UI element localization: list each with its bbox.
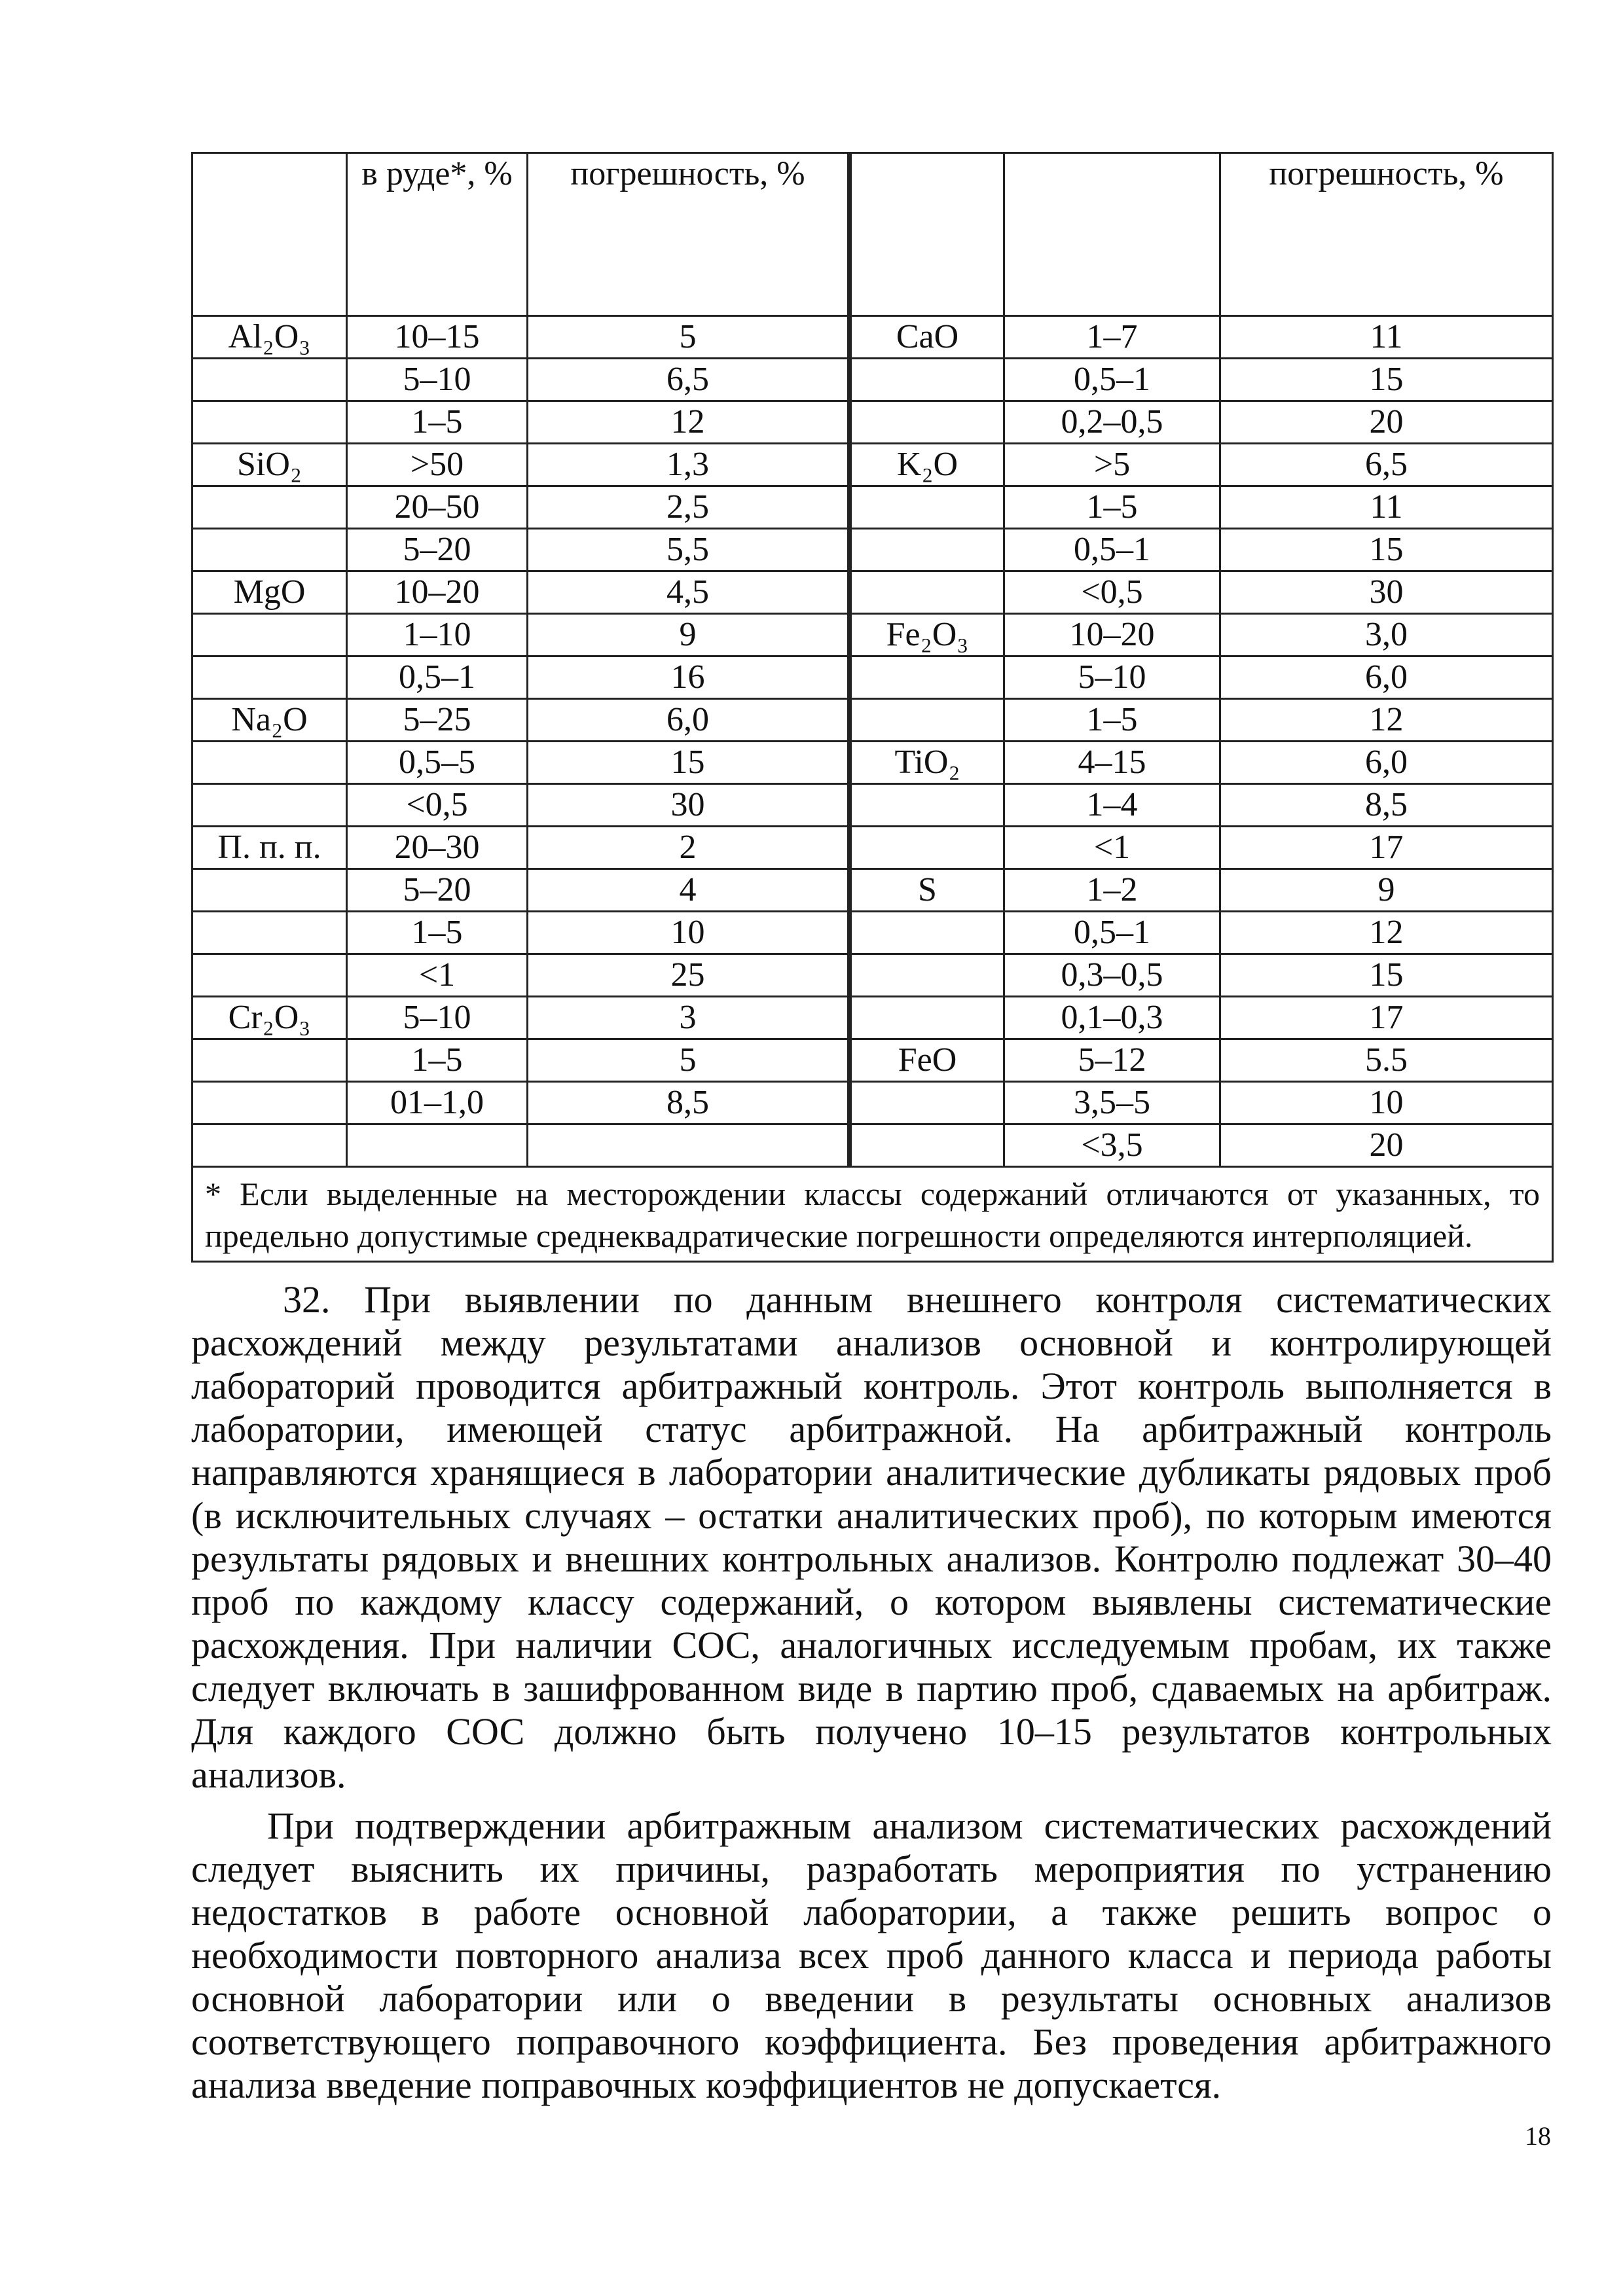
component-cell [850,997,1004,1039]
range-cell: 20–50 [347,486,528,529]
component-cell [850,401,1004,444]
table-row [192,997,1553,1039]
error-cell: 1,3 [528,444,850,486]
error-cell: 6,5 [1220,444,1553,486]
range-cell: 5–20 [347,529,528,571]
range-cell: 1–4 [1004,784,1220,827]
error-cell: 8,5 [528,1082,850,1124]
component-cell [850,1124,1004,1167]
range-cell: 0,2–0,5 [1004,401,1220,444]
range-cell: 20–30 [347,827,528,869]
component-cell: Al₂O₃ [192,316,347,359]
component-cell: FeO [850,1039,1004,1082]
component-cell [192,359,347,401]
range-cell: 0,5–1 [1004,529,1220,571]
range-cell: 0,3–0,5 [1004,954,1220,997]
error-cell: 12 [1220,912,1553,954]
component-cell [850,571,1004,614]
component-cell [192,529,347,571]
range-cell: 1–10 [347,614,528,656]
header-cell: погрешность, % [528,153,850,316]
error-cell: 6,5 [528,359,850,401]
error-cell: 12 [1220,699,1553,742]
component-cell: П. п. п. [192,827,347,869]
component-cell: SiO₂ [192,444,347,486]
error-cell: 5,5 [528,529,850,571]
error-cell: 16 [528,656,850,699]
error-cell: 4 [528,869,850,912]
range-cell: 1–7 [1004,316,1220,359]
table-row [192,954,1553,997]
range-cell: 0,5–5 [347,742,528,784]
component-cell [850,529,1004,571]
error-cell: 2 [528,827,850,869]
error-cell: 17 [1220,997,1553,1039]
table-row [192,571,1553,614]
error-cell: 9 [528,614,850,656]
error-cell: 30 [1220,571,1553,614]
error-cell: 25 [528,954,850,997]
header-cell [1004,153,1220,316]
error-cell: 20 [1220,1124,1553,1167]
range-cell: >50 [347,444,528,486]
range-cell: 1–5 [1004,486,1220,529]
paragraph-arbitration-result: При подтверждении арбитражным анализом систематических расхождений следует выяснить их причины, разработать мероприятия по устранению недостатков в работе основной лаборатории, а также решить вопрос о необходимости повторного анализа всех проб данного класса и периода работы основной лаборатории или о введении в результаты основных анализов соответствующего поправочного коэффициента. Без проведения арбитражного анализа введение поправочных коэффициентов не допускается. [191,1804,1552,2106]
error-cell: 3,0 [1220,614,1553,656]
range-cell: >5 [1004,444,1220,486]
header-cell [192,153,347,316]
error-cell: 15 [528,742,850,784]
range-cell: 1–5 [1004,699,1220,742]
error-cell: 8,5 [1220,784,1553,827]
error-cell: 2,5 [528,486,850,529]
error-cell: 9 [1220,869,1553,912]
error-cell: 6,0 [1220,656,1553,699]
component-cell [850,699,1004,742]
table-row [192,444,1553,486]
range-cell: <1 [347,954,528,997]
table-row [192,699,1553,742]
table-row [192,486,1553,529]
table-footnote: * Если выделенные на месторождении классы содержаний отличаются от указанных, то предельно допустимые среднеквадратические погрешности определяются интерполяцией. [192,1167,1553,1262]
component-cell: S [850,869,1004,912]
range-cell: 1–2 [1004,869,1220,912]
table-row [192,656,1553,699]
document-page [191,152,1552,2107]
range-cell: <0,5 [347,784,528,827]
range-cell [347,1124,528,1167]
component-cell [850,954,1004,997]
range-cell: 5–10 [347,359,528,401]
table-row [192,529,1553,571]
error-cell: 12 [528,401,850,444]
table-header-row [192,153,1553,316]
table-row [192,742,1553,784]
range-cell: <3,5 [1004,1124,1220,1167]
paragraph-32: 32. При выявлении по данным внешнего контроля систематических расхождений между результатами анализов основной и контролирующей лабораторий проводится арбитражный контроль. Этот контроль выполняется в лаборатории, имеющей статус арбитражной. На арбитражный контроль направляются хранящиеся в лаборатории аналитические дубликаты рядовых проб (в исключительных случаях – остатки аналитических проб), по которым имеются результаты рядовых и внешних контрольных анализов. Контролю подлежат 30–40 проб по каждому классу содержаний, о котором выявлены систематические расхождения. При наличии СОС, аналогичных исследуемым пробам, их также следует включать в зашифрованном виде в партию проб, сдаваемых на арбитраж. Для каждого СОС должно быть получено 10–15 результатов контрольных анализов. [191,1278,1552,1796]
range-cell: 0,5–1 [1004,359,1220,401]
component-cell [192,1082,347,1124]
error-cell: 15 [1220,954,1553,997]
component-cell [850,656,1004,699]
range-cell: 3,5–5 [1004,1082,1220,1124]
component-cell [192,869,347,912]
footnote-row [192,1167,1553,1262]
range-cell: 1–5 [347,912,528,954]
error-cell: 5.5 [1220,1039,1553,1082]
component-cell [850,486,1004,529]
component-cell [192,486,347,529]
error-cell: 11 [1220,316,1553,359]
error-cell: 15 [1220,529,1553,571]
component-cell [192,614,347,656]
component-cell: CaO [850,316,1004,359]
error-cell: 11 [1220,486,1553,529]
component-cell [192,1039,347,1082]
component-cell: TiO₂ [850,742,1004,784]
component-cell: Fe₂O₃ [850,614,1004,656]
component-cell [192,742,347,784]
table-row [192,401,1553,444]
error-cell: 20 [1220,401,1553,444]
table-row [192,359,1553,401]
component-cell [192,1124,347,1167]
range-cell: 5–12 [1004,1039,1220,1082]
table-row [192,827,1553,869]
component-cell [850,1082,1004,1124]
error-tolerance-table [191,152,1554,1263]
table-row [192,912,1553,954]
range-cell: <0,5 [1004,571,1220,614]
table-row [192,614,1553,656]
range-cell: <1 [1004,827,1220,869]
range-cell: 0,5–1 [1004,912,1220,954]
component-cell [850,827,1004,869]
table-row [192,869,1553,912]
error-cell: 5 [528,1039,850,1082]
range-cell: 1–5 [347,401,528,444]
range-cell: 5–10 [347,997,528,1039]
error-cell: 4,5 [528,571,850,614]
error-cell [528,1124,850,1167]
range-cell: 0,5–1 [347,656,528,699]
error-cell: 10 [528,912,850,954]
component-cell [850,784,1004,827]
table-row [192,1039,1553,1082]
error-cell: 6,0 [1220,742,1553,784]
error-cell: 30 [528,784,850,827]
table-row [192,784,1553,827]
component-cell [192,954,347,997]
component-cell [850,912,1004,954]
error-cell: 15 [1220,359,1553,401]
component-cell [192,401,347,444]
range-cell: 5–10 [1004,656,1220,699]
range-cell: 01–1,0 [347,1082,528,1124]
error-cell: 3 [528,997,850,1039]
table-row [192,1124,1553,1167]
range-cell: 10–20 [347,571,528,614]
error-cell: 5 [528,316,850,359]
component-cell [192,656,347,699]
range-cell: 10–15 [347,316,528,359]
header-cell: в руде*, % [347,153,528,316]
component-cell: Cr₂O₃ [192,997,347,1039]
header-cell [850,153,1004,316]
table-row [192,1082,1553,1124]
component-cell: Na₂O [192,699,347,742]
range-cell: 10–20 [1004,614,1220,656]
error-cell: 6,0 [528,699,850,742]
error-cell: 10 [1220,1082,1553,1124]
range-cell: 5–20 [347,869,528,912]
error-cell: 17 [1220,827,1553,869]
range-cell: 1–5 [347,1039,528,1082]
table-row [192,316,1553,359]
component-cell [192,912,347,954]
component-cell: K₂O [850,444,1004,486]
component-cell: MgO [192,571,347,614]
range-cell: 0,1–0,3 [1004,997,1220,1039]
header-cell: погрешность, % [1220,153,1553,316]
component-cell [850,359,1004,401]
range-cell: 5–25 [347,699,528,742]
component-cell [192,784,347,827]
page-number: 18 [1525,2121,1551,2151]
range-cell: 4–15 [1004,742,1220,784]
